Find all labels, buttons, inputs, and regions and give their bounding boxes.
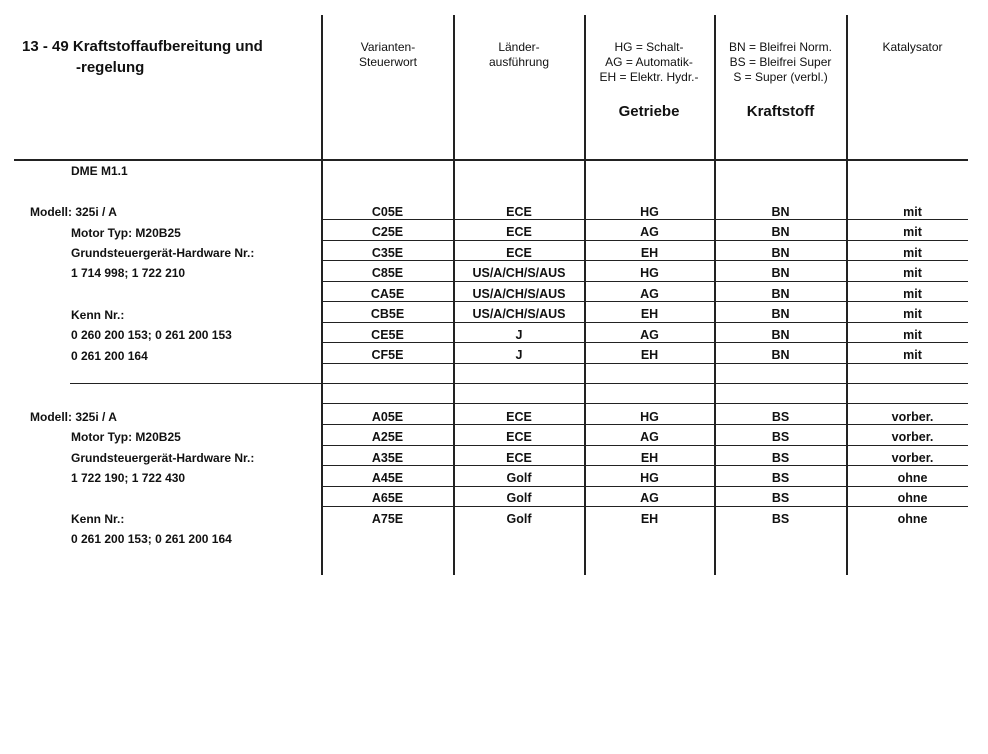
cell-country: ECE: [506, 410, 532, 424]
group1-kenn-numbers: 0 260 200 153; 0 261 200 153: [71, 328, 232, 342]
group2-kenn-numbers: 0 261 200 153; 0 261 200 164: [71, 532, 232, 546]
row-rule: [322, 445, 968, 446]
cell-fuel: BN: [771, 246, 790, 260]
cell-variant: A65E: [371, 491, 404, 505]
cell-catalyst: mit: [903, 287, 922, 301]
group1-hardware-label: Grundsteuergerät-Hardware Nr.:: [71, 246, 255, 260]
cell-country: ECE: [506, 451, 532, 465]
cell-country: US/A/CH/S/AUS: [472, 266, 566, 280]
row-rule: [322, 342, 968, 343]
cell-country: Golf: [506, 512, 532, 526]
group1-hardware-numbers: 1 714 998; 1 722 210: [71, 266, 186, 280]
group2-kenn-label: Kenn Nr.:: [71, 512, 125, 526]
cell-gearbox: HG: [640, 266, 659, 280]
cell-fuel: BS: [771, 471, 790, 485]
cell-country: J: [515, 328, 523, 342]
row-rule: [322, 260, 968, 261]
cell-gearbox: EH: [640, 348, 659, 362]
group-separator: [70, 383, 968, 384]
cell-catalyst: mit: [903, 246, 922, 260]
cell-gearbox: EH: [640, 512, 659, 526]
cell-variant: C35E: [371, 246, 404, 260]
cell-variant: CF5E: [371, 348, 404, 362]
cell-catalyst: mit: [903, 307, 922, 321]
cell-catalyst: mit: [903, 266, 922, 280]
cell-variant: C05E: [371, 205, 404, 219]
cell-gearbox: AG: [640, 328, 659, 342]
group2-modell: Modell: 325i / A: [30, 410, 117, 424]
cell-country: ECE: [506, 205, 532, 219]
cell-variant: C85E: [371, 266, 404, 280]
cell-catalyst: vorber.: [891, 410, 934, 424]
row-rule: [322, 465, 968, 466]
cell-catalyst: ohne: [897, 471, 928, 485]
header-varianten: Varianten- Steuerwort: [358, 40, 418, 69]
row-rule: [322, 301, 968, 302]
header-laender: Länder- ausführung: [488, 40, 550, 69]
group1-modell: Modell: 325i / A: [30, 205, 117, 219]
cell-variant: A25E: [371, 430, 404, 444]
header-getriebe-legend: HG = Schalt- AG = Automatik- EH = Elektr. Hydr.-: [599, 40, 699, 84]
cell-fuel: BN: [771, 225, 790, 239]
cell-country: ECE: [506, 430, 532, 444]
cell-catalyst: mit: [903, 225, 922, 239]
cell-gearbox: AG: [640, 287, 659, 301]
cell-variant: CB5E: [370, 307, 405, 321]
cell-catalyst: mit: [903, 328, 922, 342]
cell-catalyst: mit: [903, 205, 922, 219]
row-rule: [322, 486, 968, 487]
cell-catalyst: vorber.: [891, 451, 934, 465]
cell-fuel: BN: [771, 328, 790, 342]
group1-motor: Motor Typ: M20B25: [71, 226, 181, 240]
cell-gearbox: EH: [640, 451, 659, 465]
cell-country: US/A/CH/S/AUS: [472, 287, 566, 301]
header-kraftstoff-legend: BN = Bleifrei Norm. BS = Bleifrei Super S = Super (verbl.): [728, 40, 833, 84]
cell-fuel: BN: [771, 307, 790, 321]
cell-gearbox: AG: [640, 225, 659, 239]
cell-gearbox: EH: [640, 307, 659, 321]
header-katalysator: Katalysator: [882, 40, 943, 54]
cell-variant: A45E: [371, 471, 404, 485]
cell-variant: A75E: [371, 512, 404, 526]
dme-label: DME M1.1: [71, 164, 128, 178]
row-rule: [322, 281, 968, 282]
cell-gearbox: HG: [640, 471, 659, 485]
cell-fuel: BS: [771, 430, 790, 444]
group1-kenn-label: Kenn Nr.:: [71, 308, 125, 322]
cell-fuel: BS: [771, 512, 790, 526]
cell-gearbox: HG: [640, 410, 659, 424]
cell-country: Golf: [506, 491, 532, 505]
cell-variant: A35E: [371, 451, 404, 465]
group1-kenn-numbers-2: 0 261 200 164: [71, 349, 148, 363]
cell-country: ECE: [506, 246, 532, 260]
cell-catalyst: mit: [903, 348, 922, 362]
row-rule: [322, 322, 968, 323]
group2-motor: Motor Typ: M20B25: [71, 430, 181, 444]
cell-gearbox: AG: [640, 491, 659, 505]
row-rule: [322, 363, 968, 364]
cell-variant: A05E: [371, 410, 404, 424]
header-rule: [14, 159, 968, 161]
cell-fuel: BN: [771, 266, 790, 280]
group2-hardware-numbers: 1 722 190; 1 722 430: [71, 471, 186, 485]
cell-variant: C25E: [371, 225, 404, 239]
cell-gearbox: HG: [640, 205, 659, 219]
cell-catalyst: ohne: [897, 491, 928, 505]
row-rule: [322, 506, 968, 507]
group2-hardware-label: Grundsteuergerät-Hardware Nr.:: [71, 451, 255, 465]
cell-fuel: BN: [771, 205, 790, 219]
cell-variant: CA5E: [370, 287, 405, 301]
header-getriebe: Getriebe: [618, 103, 680, 120]
row-rule: [322, 219, 968, 220]
cell-variant: CE5E: [371, 328, 404, 342]
cell-catalyst: vorber.: [891, 430, 934, 444]
row-rule: [322, 240, 968, 241]
cell-fuel: BS: [771, 410, 790, 424]
cell-country: J: [515, 348, 523, 362]
cell-gearbox: AG: [640, 430, 659, 444]
cell-fuel: BN: [771, 287, 790, 301]
cell-fuel: BN: [771, 348, 790, 362]
header-kraftstoff: Kraftstoff: [746, 103, 815, 120]
cell-country: ECE: [506, 225, 532, 239]
cell-fuel: BS: [771, 451, 790, 465]
row-rule: [322, 424, 968, 425]
page-title-line2: -regelung: [76, 59, 145, 76]
cell-gearbox: EH: [640, 246, 659, 260]
cell-country: US/A/CH/S/AUS: [472, 307, 566, 321]
page-title-line1: 13 - 49 Kraftstoffaufbereitung und: [22, 38, 263, 55]
cell-catalyst: ohne: [897, 512, 928, 526]
row-rule: [322, 403, 968, 404]
cell-country: Golf: [506, 471, 532, 485]
cell-fuel: BS: [771, 491, 790, 505]
